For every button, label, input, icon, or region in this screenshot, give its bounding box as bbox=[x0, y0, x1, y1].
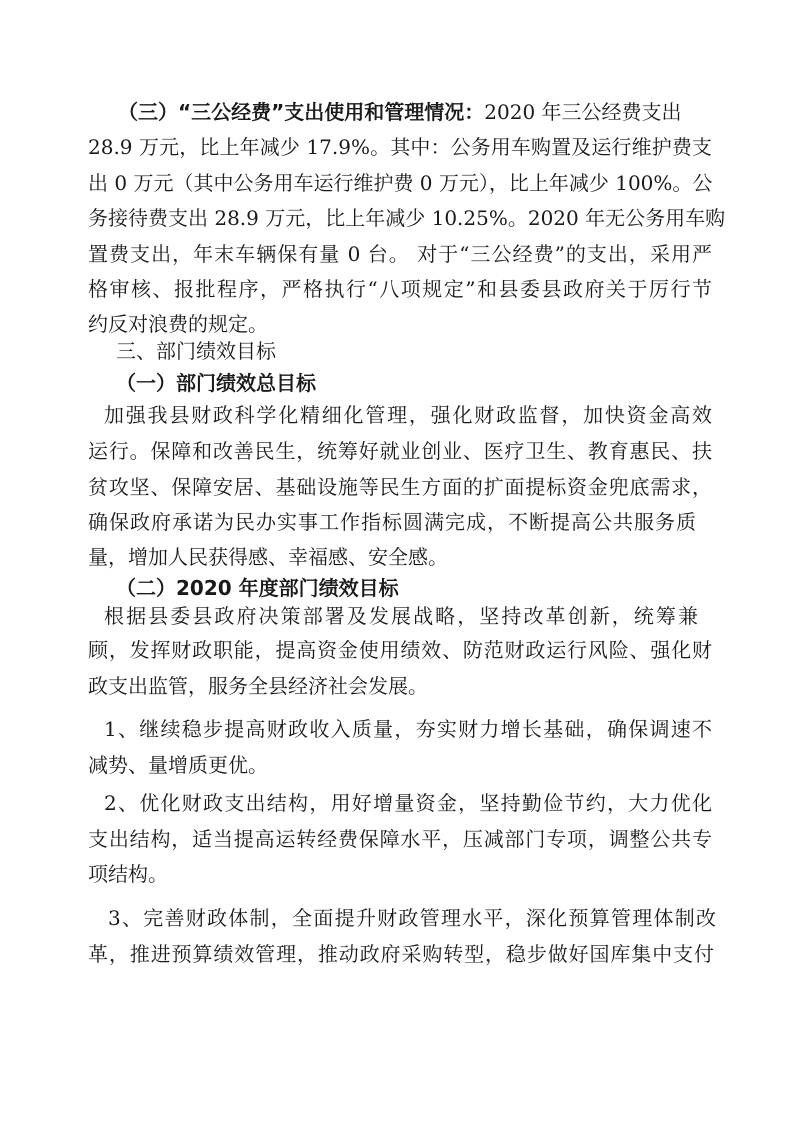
text-line: 政支出监管，服务全县经济社会发展。 bbox=[88, 674, 428, 698]
list-item-2-line: 支出结构，适当提高运转经费保障水平，压减部门专项，调整公共专 bbox=[88, 827, 712, 851]
text-line: 出 0 万元（其中公务用车运行维护费 0 万元），比上年减少 100%。公 bbox=[88, 171, 713, 195]
list-item-1-line: 1、继续稳步提高财政收入质量，夯实财力增长基础，确保调速不 bbox=[104, 717, 712, 741]
subsection-title: （一）部门绩效总目标 bbox=[116, 371, 316, 395]
text-line: 量，增加人民获得感、幸福感、安全感。 bbox=[88, 545, 448, 569]
list-item-2-line: 项结构。 bbox=[88, 862, 168, 886]
text-line: 加强我县财政科学化精细化管理，强化财政监督，加快资金高效 bbox=[104, 403, 712, 427]
text-line: 28.9 万元，比上年减少 17.9%。其中：公务用车购置及运行维护费支 bbox=[88, 135, 712, 159]
text-line: 确保政府承诺为民办实事工作指标圆满完成，不断提高公共服务质 bbox=[88, 510, 696, 534]
text-line: 顾，发挥财政职能，提高资金使用绩效、防范财政运行风险、强化财 bbox=[88, 638, 712, 662]
text-line: 务接待费支出 28.9 万元，比上年减少 10.25%。2020 年无公务用车购 bbox=[88, 206, 726, 230]
list-item-3-line: 革，推进预算绩效管理，推动政府采购转型，稳步做好国库集中支付 bbox=[88, 942, 714, 966]
section-title: 三、部门绩效目标 bbox=[116, 339, 276, 363]
text-line: 置费支出，年末车辆保有量 0 台。 对于“三公经费”的支出，采用严 bbox=[88, 242, 712, 266]
text-line: 约反对浪费的规定。 bbox=[88, 312, 268, 336]
paragraph-three-public-expenses-line bbox=[118, 100, 712, 124]
subheading-three-public-expenses: （三）“三公经费”支出使用和管理情况： bbox=[118, 100, 485, 124]
list-item-2-line: 2、优化财政支出结构，用好增量资金，坚持勤俭节约，大力优化 bbox=[104, 791, 712, 815]
list-item-3-line: 3、完善财政体制，全面提升财政管理水平，深化预算管理体制改 bbox=[108, 906, 716, 930]
text-line: 格审核、报批程序，严格执行“八项规定”和县委县政府关于厉行节 bbox=[88, 277, 712, 301]
text-line: 贫攻坚、保障安居、基础设施等民生方面的扩面提标资金兜底需求， bbox=[88, 475, 712, 499]
list-item-1-line: 减势、量增质更优。 bbox=[88, 753, 268, 777]
subsection-title: （二）2020 年度部门绩效目标 bbox=[116, 576, 399, 600]
text-line: 根据县委县政府决策部署及发展战略，坚持改革创新，统筹兼 bbox=[104, 604, 698, 628]
text: 2020 年三公经费支出 bbox=[484, 100, 682, 124]
text-line: 运行。保障和改善民生，统筹好就业创业、医疗卫生、教育惠民、扶 bbox=[88, 439, 712, 463]
